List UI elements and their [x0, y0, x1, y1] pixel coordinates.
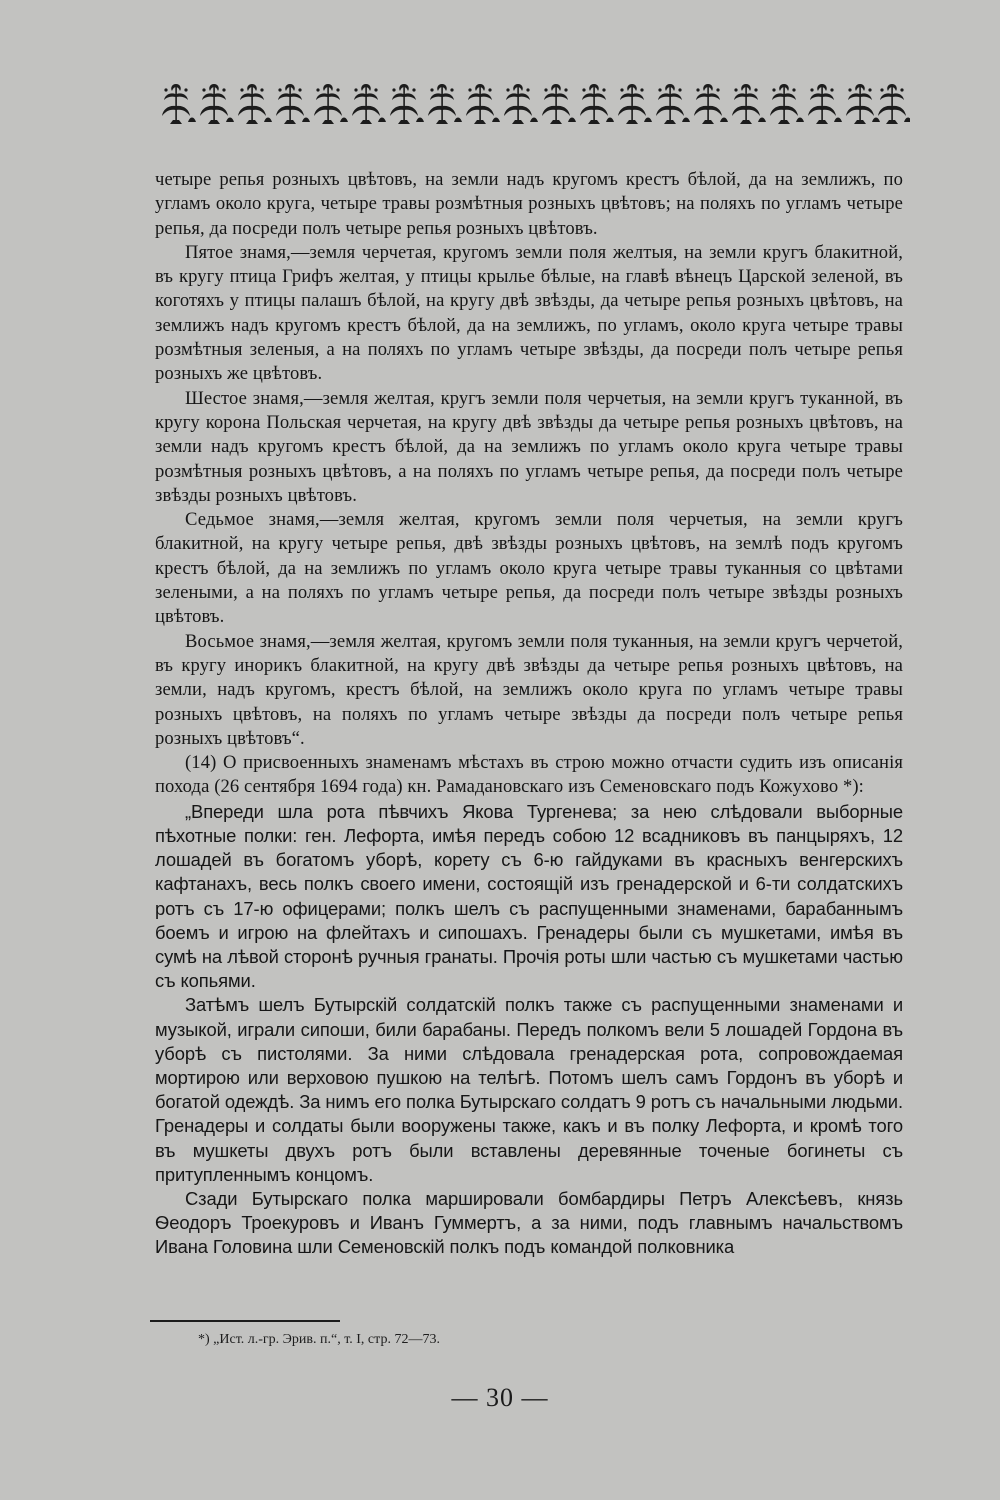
- quote-paragraph-bombardiers: Сзади Бутырскаго полка маршировали бомбардиры Петръ Алексѣевъ, князь Ѳеодоръ Троекуровъ и Иванъ Гуммертъ, а за ними, подъ главнымъ начальствомъ Ивана Головина шли Семеновскій полкъ подъ командой полковника: [155, 1187, 903, 1258]
- footnote-divider: [150, 1320, 340, 1322]
- footnote: *) „Ист. л.-гр. Эрив. п.“, т. I, стр. 72—73.: [198, 1332, 440, 1347]
- body-text: [155, 168, 903, 1260]
- quote-paragraph-butyrsky: Затѣмъ шелъ Бутырскій солдатскій полкъ также съ распущенными знаменами и музыкой, играли сипоши, били барабаны. Передъ полкомъ вели 5 лошадей Гордона въ уборѣ съ пистолями. За ними слѣдовала гренадерская рота, сопровождаемая мортирою или верховою пушкою на телѣгѣ. Потомъ шелъ самъ Гордонъ въ уборѣ и богатой одеждѣ. За нимъ его полка Бутырскаго солдатъ 9 ротъ съ начальными людьми. Гренадеры и солдаты были вооружены также, какъ и въ полку Лефорта, и кромѣ того въ мушкеты двухъ ротъ были вставлены деревянные точеные богинеты съ притупленнымъ концомъ.: [155, 994, 903, 1185]
- paragraph-note-14: (14) О присвоенныхъ знаменамъ мѣстахъ въ строю можно отчасти судить изъ описанія похода (26 сентября 1694 года) кн. Рамадановскаго изъ Семеновскаго подъ Кожухово *):: [155, 752, 903, 798]
- paragraph-seventh-banner: Седьмое знамя,—земля желтая, кругомъ земли поля черчетыя, на земли кругъ блакитной, на кругу четыре репья, двѣ звѣзды розныхъ цвѣтовъ, на землѣ подъ кругомъ крестъ бѣлой, да на землижъ по угламъ около круга четыре травы туканныя со цвѣтами зелеными, а на поляхъ по угламъ четыре репья, да посреди полъ четыре звѣзды розныхъ цвѣтовъ.: [155, 509, 903, 628]
- paragraph-banner-fourth-end: четыре репья розныхъ цвѣтовъ, на земли надъ кругомъ крестъ бѣлой, да на землижъ, по угламъ около круга, четыре травы розмѣтныя розныхъ цвѣтовъ; на поляхъ по угламъ четыре репья, да посреди полъ четыре репья розныхъ цвѣтовъ.: [155, 169, 903, 239]
- paragraph-fifth-banner: Пятое знамя,—земля черчетая, кругомъ земли поля желтыя, на земли кругъ блакитной, въ кругу птица Грифъ желтая, у птицы крылье бѣлые, на главѣ вѣнецъ Царской зеленой, въ коготяхъ у птицы палашъ бѣлой, на кругу двѣ звѣзды, да четыре репья розныхъ цвѣтовъ, на землижъ надъ кругомъ крестъ бѣлой, да на землижъ, по угламъ, около круга четыре травы розмѣтныя зеленыя, а на поляхъ по угламъ четыре звѣзды, да посреди полъ четыре репья розныхъ же цвѣтовъ.: [155, 241, 903, 385]
- quote-paragraph-lefort: „Впереди шла рота пѣвчихъ Якова Тургенева; за нею слѣдовали выборные пѣхотные полки: ген. Лефорта, имѣя передъ собою 12 всадниковъ въ панцыряхъ, 12 лошадей въ богатомъ уборѣ, корету съ 6-ю гайдуками въ красныхъ венгерскихъ кафтанахъ, весь полкъ своего имени, состоящій изъ гренадерской и 6-ти солдатскихъ ротъ съ 17-ю офицерами; полкъ шелъ съ распущенными знаменами, барабаннымъ боемъ и игрою на флейтахъ и сипошахъ. Гренадеры были съ мушкетами, имѣя въ сумѣ на лѣвой сторонѣ ручныя гранаты. Прочія роты шли частью съ мушкетами частью съ копьями.: [155, 800, 903, 992]
- decorative-header-border: [160, 80, 910, 128]
- paragraph-eighth-banner: Восьмое знамя,—земля желтая, кругомъ земли поля туканныя, на земли кругъ черчетой, въ кругу инорикъ блакитной, на кругу двѣ звѣзды да четыре репья розныхъ цвѣтовъ, на земли, надъ кругомъ, крестъ бѣлой, на землижъ около круга по угламъ четыре травы розныхъ цвѣтовъ, на поляхъ по угламъ четыре звѣзды да посреди полъ четыре репья розныхъ цвѣтовъ“.: [155, 630, 903, 749]
- page-number: — 30 —: [451, 1383, 549, 1412]
- paragraph-sixth-banner: Шестое знамя,—земля желтая, кругъ земли поля черчетыя, на земли кругъ туканной, въ кругу корона Польская черчетая, на кругу двѣ звѣзды да четыре репья розныхъ цвѣтовъ, на земли надъ кругомъ крестъ бѣлой, да на землижъ по угламъ около круга четыре травы розмѣтныя розныхъ цвѣтовъ, а на поляхъ по угламъ четыре репья, да посреди полъ четыре звѣзды розныхъ цвѣтовъ.: [155, 387, 903, 506]
